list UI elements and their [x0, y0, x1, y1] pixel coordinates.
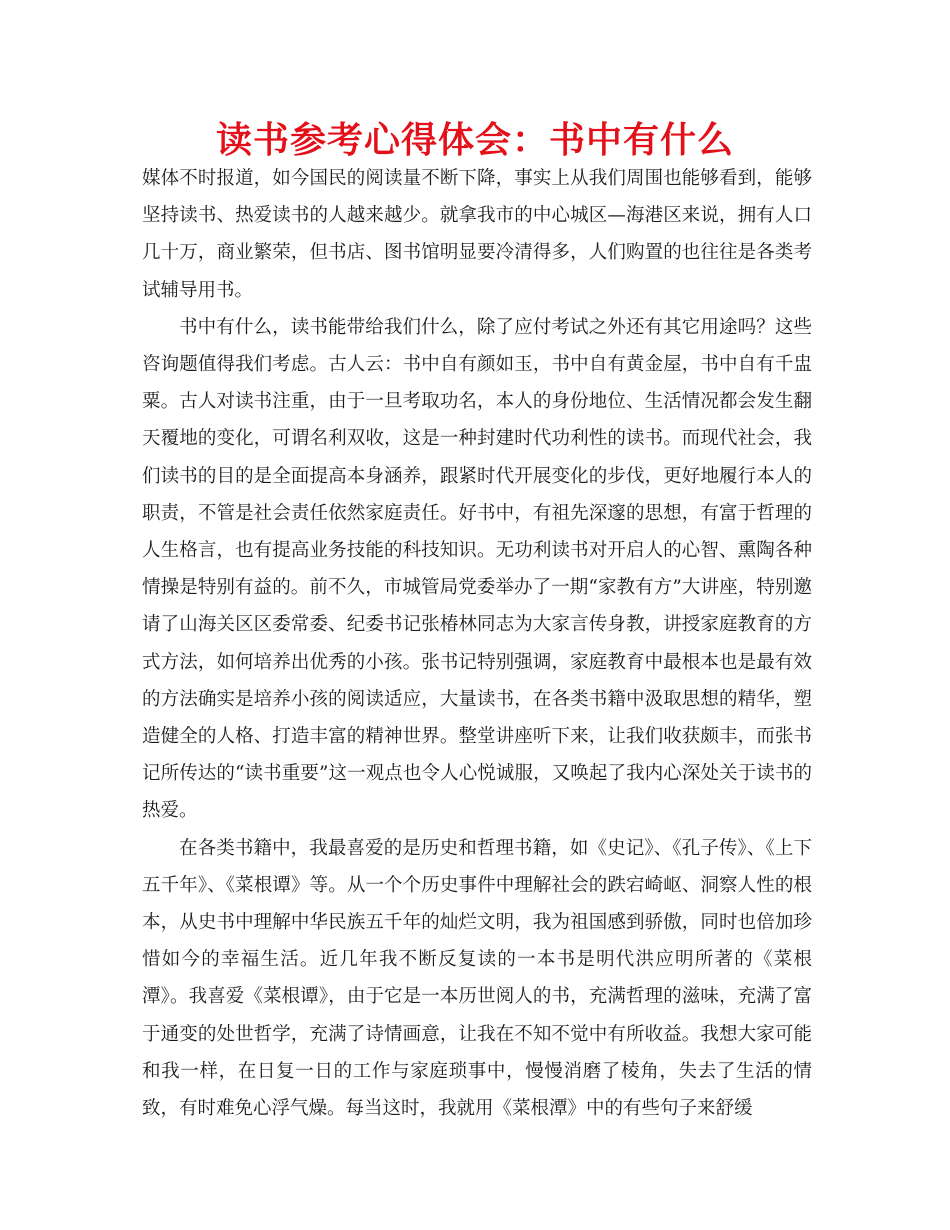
paragraph-1: 媒体不时报道，如今国民的阅读量不断下降，事实上从我们周围也能够看到，能够坚持读书、热爱读书的人越来越少。就拿我市的中心城区—海港区来说，拥有人口几十万，商业繁荣，但书店、图书馆明显要冷清得多，人们购置的也往往是各类考试辅导用书。 [142, 168, 812, 301]
document-body [142, 160, 812, 1127]
paragraph-3: 在各类书籍中，我最喜爱的是历史和哲理书籍，如《史记》、《孔子传》、《上下五千年》、《菜根谭》等。从一个个历史事件中理解社会的跌宕崎岖、洞察人性的根本，从史书中理解中华民族五千年的灿烂文明，我为祖国感到骄傲，同时也倍加珍惜如今的幸福生活。近几年我不断反复读的一本书是明代洪应明所著的《菜根潭》。我喜爱《菜根谭》，由于它是一本历世阅人的书，充满哲理的滋味，充满了富于通变的处世哲学，充满了诗情画意，让我在不知不觉中有所收益。我想大家可能和我一样，在日复一日的工作与家庭琐事中，慢慢消磨了棱角，失去了生活的情致，有时难免心浮气燥。每当这时，我就用《菜根潭》中的有些句子来舒缓 [142, 837, 812, 1120]
document-title: 读书参考心得体会：书中有什么 [215, 120, 734, 161]
paragraph-2: 书中有什么，读书能带给我们什么，除了应付考试之外还有其它用途吗？这些咨询题值得我们考虑。古人云：书中自有颜如玉，书中自有黄金屋，书中自有千盅粟。古人对读书注重，由于一旦考取功名，本人的身份地位、生活情况都会发生翻天覆地的变化，可谓名利双收，这是一种封建时代功利性的读书。而现代社会，我们读书的目的是全面提高本身涵养，跟紧时代开展变化的步伐，更好地履行本人的职责，不管是社会责任依然家庭责任。好书中，有祖先深邃的思想，有富于哲理的人生格言，也有提高业务技能的科技知识。无功利读书对开启人的心智、熏陶各种情操是特别有益的。前不久，市城管局党委举办了一期“家教有方”大讲座，特别邀请了山海关区区委常委、纪委书记张椿林同志为大家言传身教，讲授家庭教育的方式方法，如何培养出优秀的小孩。张书记特别强调，家庭教育中最根本也是最有效的方法确实是培养小孩的阅读适应，大量读书，在各类书籍中汲取思想的精华，塑造健全的人格、打造丰富的精神世界。整堂讲座听下来，让我们收获颇丰，而张书记所传达的“读书重要”这一观点也令人心悦诚服，又唤起了我内心深处关于读书的热爱。 [142, 316, 812, 822]
